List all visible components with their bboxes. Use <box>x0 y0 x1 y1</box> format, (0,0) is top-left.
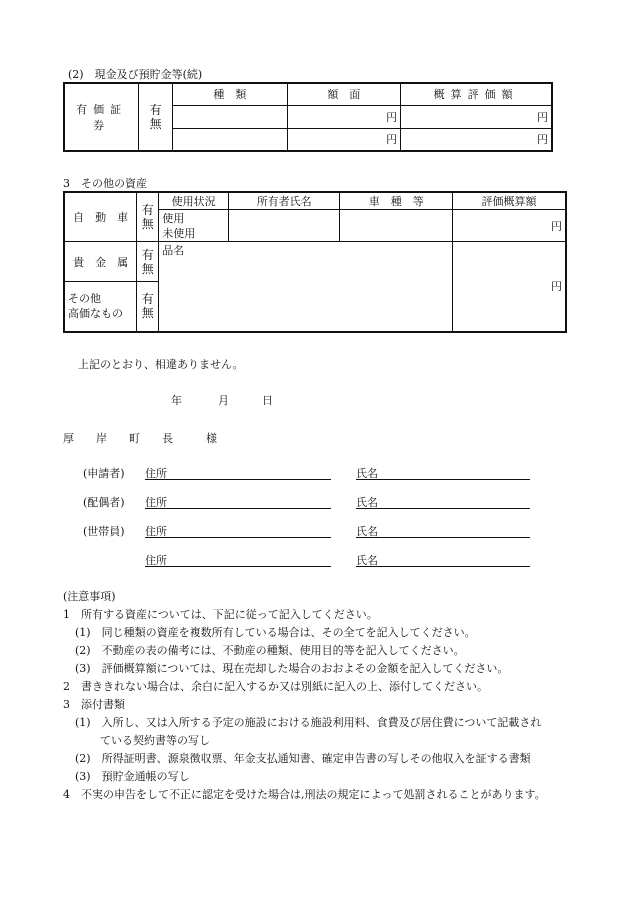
note-3: 3 添付書類 <box>63 698 125 711</box>
address-field[interactable] <box>145 523 331 538</box>
date-year: 年 <box>171 394 182 407</box>
securities-type-cell-2[interactable] <box>173 128 288 151</box>
note-3-1-cont: ている契約書等の写し <box>100 734 210 747</box>
note-1: 1 所有する資産については、下記に従って記入してください。 <box>63 608 378 621</box>
note-1-1: (1) 同じ種類の資産を複数所有している場合は、その全てを記入してください。 <box>75 626 476 639</box>
securities-type-cell-1[interactable] <box>173 105 288 128</box>
col-face-header: 額 面 <box>287 83 401 105</box>
note-1-2: (2) 不動産の表の備考には、不動産の種類、使用目的等を記入してください。 <box>75 644 465 657</box>
car-ari-nashi <box>137 192 159 242</box>
addressee: 厚 岸 町 長 様 <box>63 432 217 445</box>
ari-text: 有 <box>141 247 154 262</box>
address-field[interactable] <box>145 494 331 509</box>
securities-eval-cell-2[interactable]: 円 <box>401 128 552 151</box>
other-label-1: その他 <box>68 292 101 306</box>
name-field[interactable] <box>356 494 530 509</box>
date-day: 日 <box>262 394 273 407</box>
securities-eval-cell-1[interactable]: 円 <box>401 105 552 128</box>
name-label: 氏名 <box>356 467 378 480</box>
other-assets-table <box>63 191 567 333</box>
precious-label: 貴 金 属 <box>64 242 137 282</box>
car-eval-cell[interactable]: 円 <box>452 210 566 242</box>
note-2: 2 書ききれない場合は、余白に記入するか又は別紙に記入の上、添付してください。 <box>63 680 488 693</box>
address-field[interactable] <box>145 465 331 480</box>
name-label: 氏名 <box>356 496 378 509</box>
section2-heading: (2) 現金及び預貯金等(続) <box>68 68 203 81</box>
col-type-header: 種 類 <box>173 83 288 105</box>
other-ari-nashi <box>137 282 159 332</box>
car-label: 自 動 車 <box>64 192 137 242</box>
note-3-1: (1) 入所し、又は入所する予定の施設における施設利用料、食費及び居住費について記載され <box>75 716 542 729</box>
car-model-cell[interactable] <box>340 210 453 242</box>
name-label: 氏名 <box>356 554 378 567</box>
address-label: 住所 <box>145 496 167 509</box>
date-month: 月 <box>218 394 229 407</box>
address-label: 住所 <box>145 525 167 538</box>
nashi-text: 無 <box>141 261 154 276</box>
securities-face-cell-2[interactable]: 円 <box>287 128 401 151</box>
precious-ari-nashi <box>137 242 159 282</box>
header-usage: 使用状況 <box>159 192 229 210</box>
note-3-3: (3) 預貯金通帳の写し <box>75 770 190 783</box>
securities-table <box>63 82 553 152</box>
usage-unused: 未使用 <box>162 226 196 240</box>
section3-heading: 3 その他の資産 <box>63 177 147 190</box>
other-label <box>64 282 137 332</box>
address-label: 住所 <box>145 554 167 567</box>
item-name-label: 品名 <box>162 244 185 257</box>
note-1-3: (3) 評価概算額については、現在売却した場合のおおよその金額を記入してください。 <box>75 662 509 675</box>
securities-ari-nashi <box>139 83 173 151</box>
notes-title: (注意事項) <box>63 590 116 603</box>
signer-role: (申請者) <box>83 467 125 480</box>
car-owner-cell[interactable] <box>228 210 339 242</box>
ari-text: 有 <box>141 292 154 307</box>
name-field[interactable] <box>356 552 530 567</box>
nashi-text: 無 <box>141 306 154 321</box>
name-field[interactable] <box>356 523 530 538</box>
nashi-text: 無 <box>149 117 162 131</box>
declaration-text: 上記のとおり、相違ありません。 <box>78 358 244 371</box>
note-4: 4 不実の申告をして不正に認定を受けた場合は,刑法の規定によって処罰されることがあります。 <box>63 788 546 801</box>
note-3-2: (2) 所得証明書、源泉徴収票、年金支払通知書、確定申告書の写しその他収入を証する書類 <box>75 752 531 765</box>
header-owner: 所有者氏名 <box>228 192 339 210</box>
ari-text: 有 <box>141 203 154 217</box>
signer-role: (世帯員) <box>83 525 125 538</box>
header-eval: 評価概算額 <box>452 192 566 210</box>
car-usage-cell[interactable] <box>159 210 229 242</box>
securities-face-cell-1[interactable]: 円 <box>287 105 401 128</box>
signer-role: (配偶者) <box>83 496 125 509</box>
item-name-cell[interactable] <box>159 242 453 332</box>
notes-section <box>63 588 583 804</box>
address-field[interactable] <box>145 552 331 567</box>
address-label: 住所 <box>145 467 167 480</box>
other-eval-cell[interactable]: 円 <box>452 242 566 332</box>
name-label: 氏名 <box>356 525 378 538</box>
col-eval-header: 概算評価額 <box>401 83 552 105</box>
other-label-2: 高価なもの <box>68 307 123 321</box>
ari-text: 有 <box>149 103 162 117</box>
nashi-text: 無 <box>141 217 154 231</box>
name-field[interactable] <box>356 465 530 480</box>
securities-label: 有価証券 <box>64 83 139 151</box>
header-model: 車 種 等 <box>340 192 453 210</box>
usage-used: 使用 <box>162 211 185 225</box>
